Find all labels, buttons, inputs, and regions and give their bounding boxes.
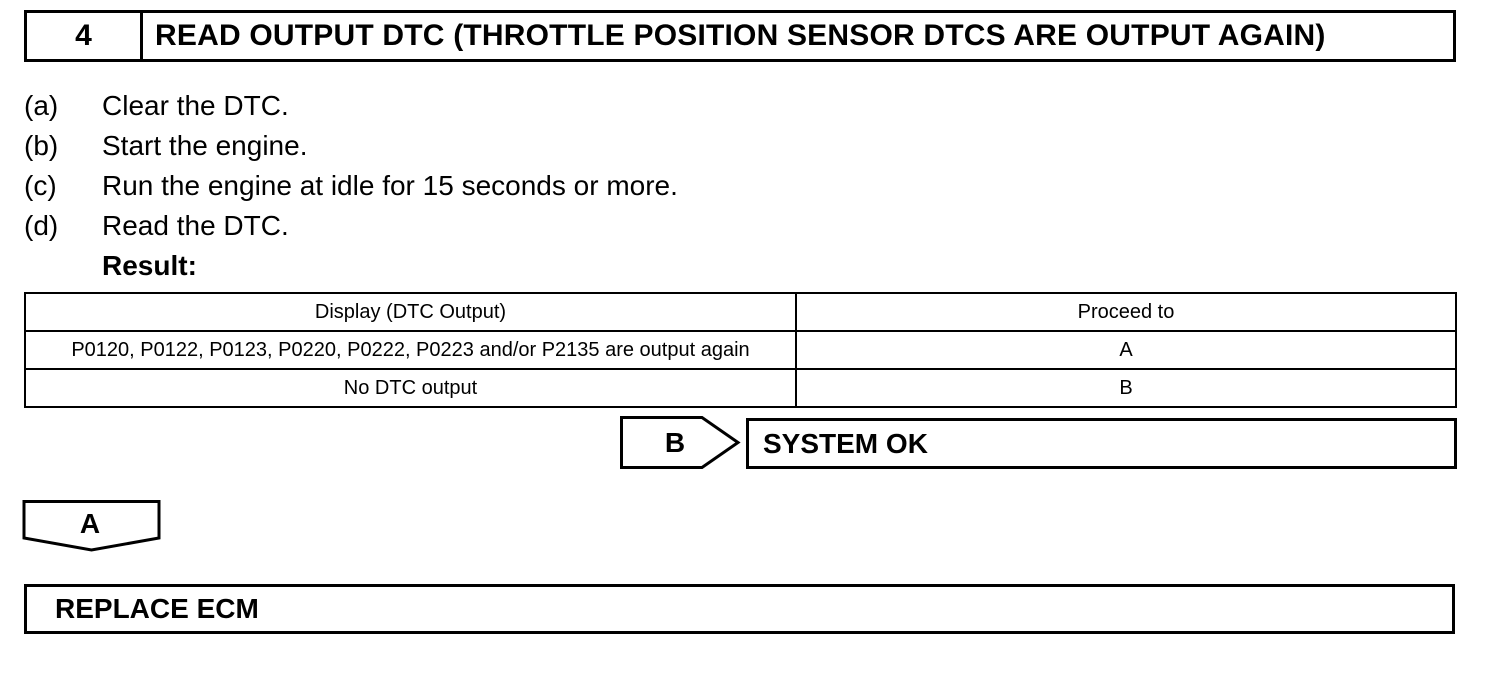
instruction-letter: (c) bbox=[24, 170, 57, 201]
final-action-box: REPLACE ECM bbox=[24, 584, 1455, 634]
instruction-letter: (b) bbox=[24, 130, 59, 161]
instruction-text: Start the engine. bbox=[102, 130, 308, 161]
table-row bbox=[25, 369, 1456, 407]
result-table bbox=[24, 292, 1457, 408]
branch-a-letter: A bbox=[79, 508, 101, 539]
instruction-letter: (d) bbox=[24, 210, 59, 241]
instruction-item bbox=[24, 166, 1024, 206]
result-label: Result: bbox=[102, 250, 197, 281]
step-title: READ OUTPUT DTC (THROTTLE POSITION SENSOR DTCS ARE OUTPUT AGAIN) bbox=[155, 19, 1326, 52]
instruction-list bbox=[24, 86, 1024, 286]
table-cell: P0120, P0122, P0123, P0220, P0222, P0223 and/or P2135 are output again bbox=[25, 331, 796, 369]
instruction-text: Clear the DTC. bbox=[102, 90, 289, 121]
instruction-item bbox=[24, 126, 1024, 166]
instruction-item bbox=[24, 206, 1024, 246]
step-header bbox=[24, 10, 1456, 62]
instruction-letter: (a) bbox=[24, 90, 59, 121]
branch-a-arrow-tag bbox=[22, 500, 162, 552]
instruction-text: Read the DTC. bbox=[102, 210, 289, 241]
branch-b-letter: B bbox=[664, 426, 686, 458]
step-number: 4 bbox=[27, 13, 143, 59]
table-header-cell: Proceed to bbox=[796, 293, 1456, 331]
table-row bbox=[25, 331, 1456, 369]
table-cell: B bbox=[796, 369, 1456, 407]
instruction-item bbox=[24, 86, 1024, 126]
table-header-cell: Display (DTC Output) bbox=[25, 293, 796, 331]
instruction-text: Run the engine at idle for 15 seconds or more. bbox=[102, 170, 678, 201]
table-cell: No DTC output bbox=[25, 369, 796, 407]
table-header-row bbox=[25, 293, 1456, 331]
branch-b-action-box: SYSTEM OK bbox=[746, 418, 1457, 469]
table-cell: A bbox=[796, 331, 1456, 369]
branch-b-arrow-tag bbox=[620, 416, 742, 469]
